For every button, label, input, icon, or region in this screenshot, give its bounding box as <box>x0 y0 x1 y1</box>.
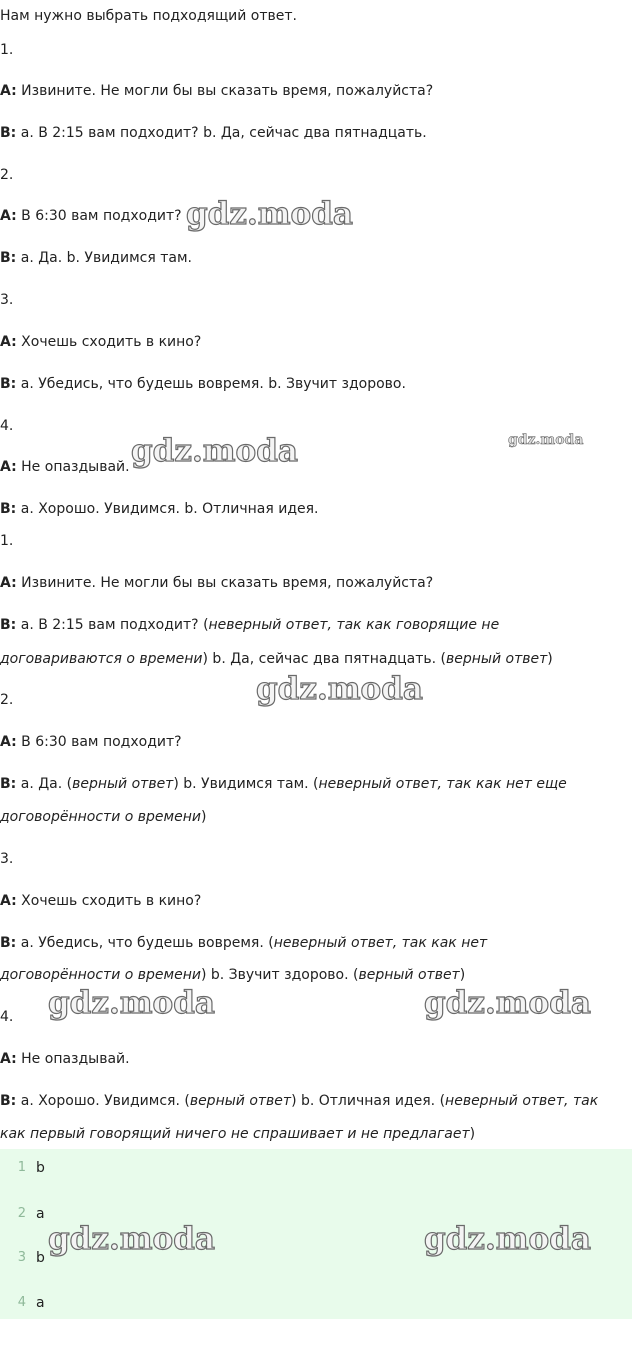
task-number: 1. <box>0 42 14 58</box>
speaker-label: B: <box>0 376 17 392</box>
speaker-label: A: <box>0 1051 17 1067</box>
explanation: неверный ответ, так как нет еще <box>318 776 567 792</box>
explanation: верный ответ <box>358 967 460 983</box>
speaker-label: A: <box>0 334 17 350</box>
speaker-label: A: <box>0 208 17 224</box>
watermark-logo: gdz.moda <box>508 432 584 448</box>
speaker-label: B: <box>0 776 17 792</box>
watermark-logo: gdz.moda <box>131 433 298 469</box>
dialogue-line-a: A: Извините. Не могли бы вы сказать время, пожалуйста? <box>0 575 434 591</box>
answer-value: a <box>36 1206 45 1222</box>
watermark-logo: gdz.moda <box>186 196 353 232</box>
dialogue-line-a: A: Не опаздывай. <box>0 459 130 475</box>
explanation: неверный ответ, так как говорящие не <box>208 617 500 633</box>
explanation: верный ответ <box>189 1093 292 1109</box>
answer-number: 1 <box>17 1160 26 1175</box>
speaker-label: B: <box>0 617 17 633</box>
dialogue-line-a: A: Извините. Не могли бы вы сказать время, пожалуйста? <box>0 83 434 99</box>
watermark-logo: gdz.moda <box>424 1221 591 1257</box>
speaker-label: B: <box>0 935 17 951</box>
answer-value: b <box>36 1160 45 1176</box>
dialogue-line-a: A: Не опаздывай. <box>0 1051 130 1067</box>
dialogue-line-b: B: a. Убедись, что будешь вовремя. (неверный ответ, так как нет <box>0 935 488 951</box>
speaker-label: B: <box>0 250 17 266</box>
dialogue-line-b-cont: договорённости о времени) <box>0 809 207 825</box>
speaker-label: B: <box>0 501 17 517</box>
explanation: договорённости о времени <box>0 809 201 825</box>
dialogue-line-b-cont: как первый говорящий ничего не спрашивает и не предлагает) <box>0 1126 476 1142</box>
explanation: верный ответ <box>446 651 548 667</box>
dialogue-line-b-cont: договариваются о времени) b. Да, сейчас два пятнадцать. (верный ответ) <box>0 651 553 667</box>
solution-number: 1. <box>0 533 14 549</box>
dialogue-line-b: B: a. В 2:15 вам подходит? b. Да, сейчас два пятнадцать. <box>0 125 427 141</box>
explanation: неверный ответ, так как нет <box>273 935 488 951</box>
dialogue-line-b: B: a. Хорошо. Увидимся. b. Отличная идея. <box>0 501 319 517</box>
speaker-label: A: <box>0 893 17 909</box>
intro-text: Нам нужно выбрать подходящий ответ. <box>0 8 297 24</box>
solution-number: 4. <box>0 1009 14 1025</box>
speaker-label: B: <box>0 125 17 141</box>
solution-number: 2. <box>0 692 14 708</box>
dialogue-line-b: B: a. Хорошо. Увидимся. (верный ответ) b. Отличная идея. (неверный ответ, так <box>0 1093 599 1109</box>
watermark-logo: gdz.moda <box>48 1221 215 1257</box>
watermark-logo: gdz.moda <box>424 985 591 1021</box>
speaker-label: A: <box>0 734 17 750</box>
task-number: 3. <box>0 292 14 308</box>
task-number: 4. <box>0 418 14 434</box>
speaker-label: A: <box>0 575 17 591</box>
watermark-logo: gdz.moda <box>48 985 215 1021</box>
explanation: неверный ответ, так <box>445 1093 599 1109</box>
explanation: верный ответ <box>72 776 174 792</box>
dialogue-line-b: B: a. Убедись, что будешь вовремя. b. Звучит здорово. <box>0 376 406 392</box>
explanation: договорённости о времени <box>0 967 201 983</box>
answer-value: a <box>36 1295 45 1311</box>
answer-value: b <box>36 1250 45 1266</box>
solution-number: 3. <box>0 851 14 867</box>
dialogue-line-b: B: a. Да. (верный ответ) b. Увидимся там. (неверный ответ, так как нет еще <box>0 776 567 792</box>
speaker-label: B: <box>0 1093 17 1109</box>
answer-number: 3 <box>17 1250 26 1265</box>
dialogue-line-b: B: a. Да. b. Увидимся там. <box>0 250 192 266</box>
explanation: как первый говорящий ничего не спрашивает и не предлагает <box>0 1126 470 1142</box>
dialogue-line-a: A: Хочешь сходить в кино? <box>0 334 202 350</box>
dialogue-line-a: A: В 6:30 вам подходит? <box>0 734 182 750</box>
explanation: договариваются о времени <box>0 651 203 667</box>
watermark-logo: gdz.moda <box>256 671 423 707</box>
dialogue-line-b-cont: договорённости о времени) b. Звучит здорово. (верный ответ) <box>0 967 466 983</box>
answer-number: 2 <box>17 1206 26 1221</box>
speaker-label: A: <box>0 83 17 99</box>
task-number: 2. <box>0 167 14 183</box>
answer-number: 4 <box>17 1295 26 1310</box>
dialogue-line-a: A: В 6:30 вам подходит? <box>0 208 182 224</box>
dialogue-line-a: A: Хочешь сходить в кино? <box>0 893 202 909</box>
dialogue-line-b: B: a. В 2:15 вам подходит? (неверный ответ, так как говорящие не <box>0 617 500 633</box>
speaker-label: A: <box>0 459 17 475</box>
